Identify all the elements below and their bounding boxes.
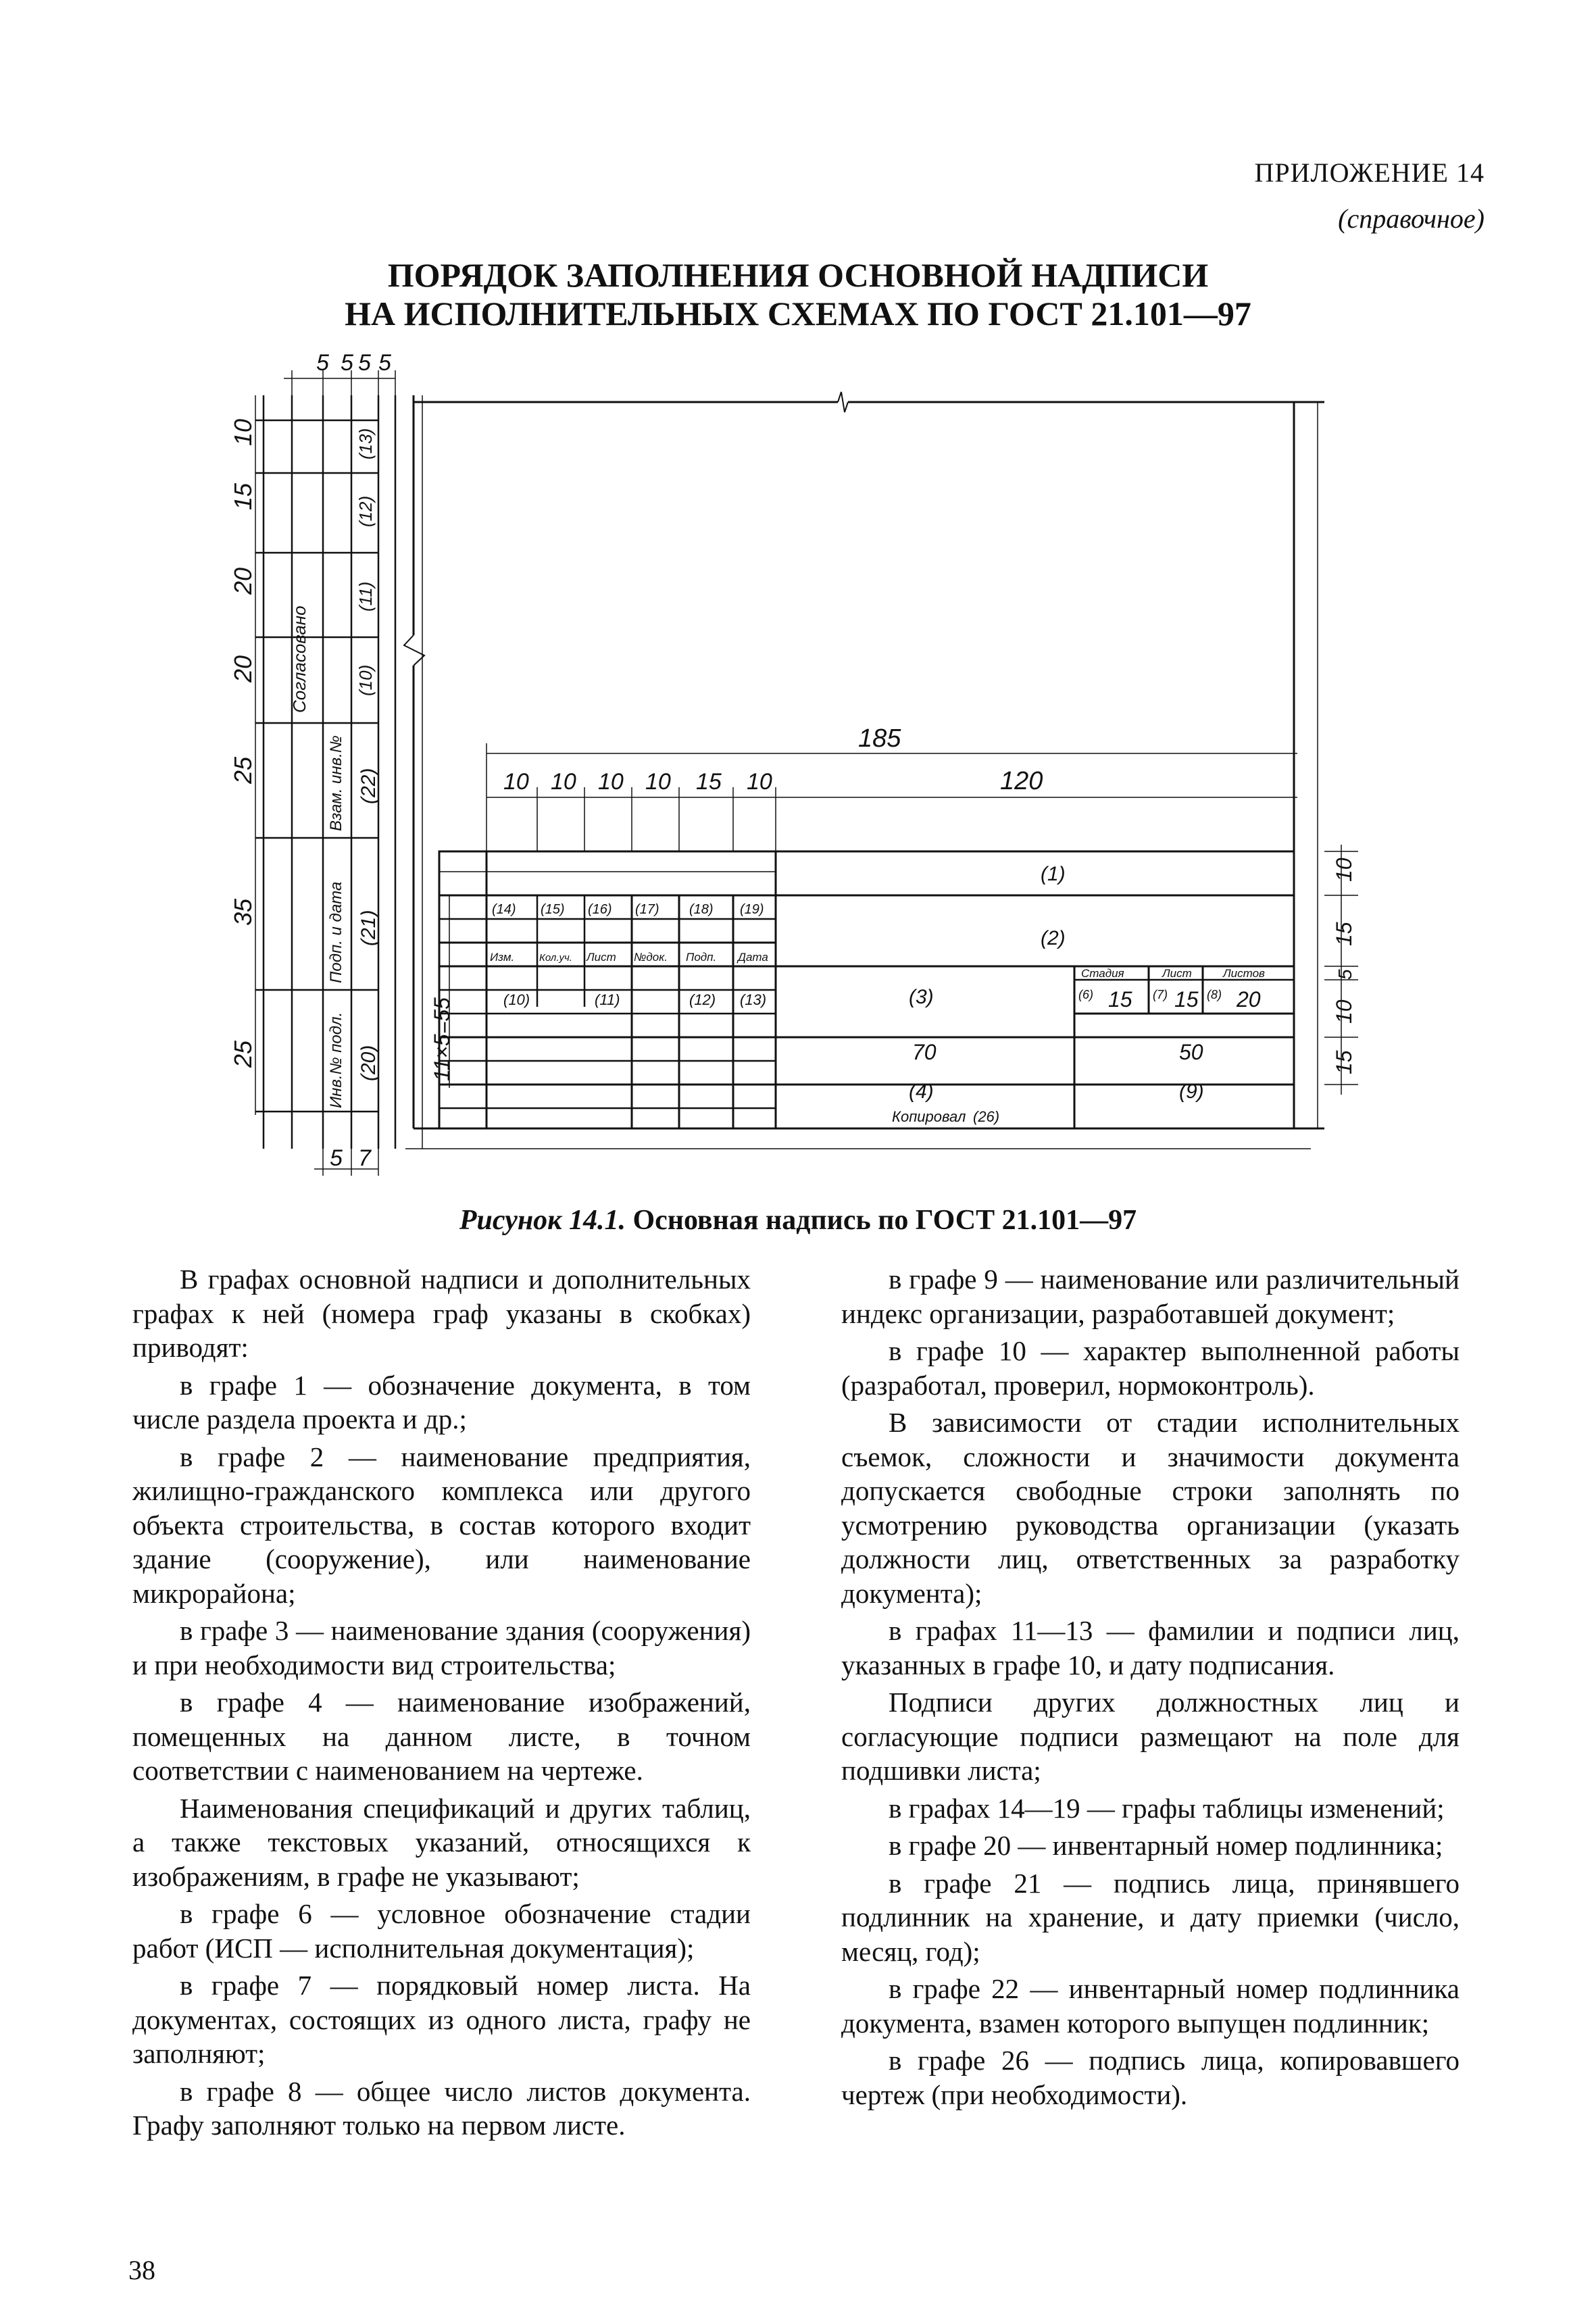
graph-9-label: (9) <box>1179 1080 1204 1103</box>
sheet-dim: 15 <box>1174 987 1199 1012</box>
graph-13-label: (13) <box>355 428 376 459</box>
right-dim-4: 10 <box>1332 999 1356 1024</box>
page-number: 38 <box>128 2255 155 2285</box>
paragraph: в графе 2 — наименование предприятия, жилищно-гражданского комплекса или другого объекта строительства, в состав которого входит здание (сооружение), или наименование микрорайона; <box>132 1441 751 1609</box>
change-col-18: (18) <box>689 902 714 917</box>
figure-caption-text: Основная надпись по ГОСТ 21.101—97 <box>625 1205 1137 1236</box>
graph-10-label: (10) <box>355 664 376 696</box>
header-cell-data: Дата <box>738 951 768 964</box>
left-dim-4: 20 <box>229 655 257 682</box>
right-dim-5: 15 <box>1332 1050 1356 1074</box>
stage-header: Стадия <box>1081 967 1124 980</box>
left-dim-1: 10 <box>229 418 257 446</box>
header-cell-list: Лист <box>587 951 616 964</box>
stage-dim: 15 <box>1108 987 1132 1012</box>
graph-3-label: (3) <box>909 986 934 1008</box>
text-column-left <box>132 1262 751 2146</box>
graph-4-label: (4) <box>909 1080 934 1103</box>
col-dim-3: 10 <box>598 769 624 795</box>
paragraph: в графе 10 — характер выполненной работы (разработал, проверил, нормоконтроль). <box>841 1335 1460 1401</box>
change-col-16: (16) <box>588 902 612 917</box>
graph-22-label: (22) <box>357 768 380 804</box>
col-dim-5: 15 <box>696 769 722 795</box>
paragraph: в графе 7 — порядковый номер листа. На документах, состоящих из одного листа, графу не заполняют; <box>132 1970 751 2069</box>
top-dim-3: 5 <box>358 350 371 376</box>
sign-col-13: (13) <box>740 991 767 1008</box>
page-title-line-2: НА ИСПОЛНИТЕЛЬНЫХ СХЕМАХ ПО ГОСТ 21.101—97 <box>345 295 1251 332</box>
paragraph: в графах 14—19 — графы таблицы изменений; <box>889 1792 1445 1824</box>
copy-label: Копировал <box>892 1108 966 1125</box>
top-dim-2: 5 <box>341 350 353 376</box>
appendix-label: ПРИЛОЖЕНИЕ 14 <box>1254 157 1485 188</box>
graph-7-label: (7) <box>1153 988 1168 1001</box>
paragraph: Наименования спецификаций и других таблиц, а также текстовых указаний, относящихся к изображениям, в графе не указывают; <box>132 1792 751 1892</box>
appendix-subtitle: (справочное) <box>1338 203 1485 234</box>
paragraph: в графе 9 — наименование или различительный индекс организации, разработавшей документ; <box>841 1264 1460 1329</box>
paragraph: в графе 20 — инвентарный номер подлинника; <box>889 1830 1443 1861</box>
paragraph: в графе 8 — общее число листов документа. Графу заполняют только на первом листе. <box>132 2075 751 2141</box>
paragraph: в графах 11—13 — фамилии и подписи лиц, указанных в графе 10, и дату подписания. <box>841 1615 1460 1681</box>
left-dim-6: 35 <box>229 898 257 926</box>
title-block-drawing <box>229 341 1378 1193</box>
sheet-header: Лист <box>1162 967 1192 980</box>
graph-2-label: (2) <box>1041 927 1066 949</box>
title-block <box>439 743 1358 1128</box>
col-dim-2: 10 <box>551 769 576 795</box>
graph-26-label: (26) <box>973 1108 1000 1125</box>
change-col-14: (14) <box>492 902 516 917</box>
graph-21-label: (21) <box>357 910 380 946</box>
col-dim-7: 120 <box>1000 767 1043 795</box>
right-dim-3: 5 <box>1335 969 1355 980</box>
paragraph: в графе 4 — наименование изображений, помещенных на данном листе, в точном соответствии с наименованием на чертеже. <box>132 1687 751 1786</box>
left-dim-3: 20 <box>229 567 257 595</box>
paragraph: В графах основной надписи и дополнительных графах к ней (номера граф указаны в скобках) приводят: <box>132 1264 751 1363</box>
graph-8-label: (8) <box>1207 988 1222 1001</box>
paragraph: в графе 26 — подпись лица, копировавшего чертеж (при необходимости). <box>841 2045 1460 2110</box>
paragraph: В зависимости от стадии исполнительных съемок, сложности и значимости документа допускается свободные строки заполнять по усмотрению руководства организации (указать должности лиц, ответственных за разработку документа); <box>841 1407 1460 1609</box>
left-dim-2: 15 <box>229 482 257 510</box>
block-total-dim: 185 <box>858 724 901 753</box>
col-dim-1: 10 <box>503 769 529 795</box>
page-title-line-1: ПОРЯДОК ЗАПОЛНЕНИЯ ОСНОВНОЙ НАДПИСИ <box>387 256 1209 294</box>
paragraph: в графе 3 — наименование здания (сооружения) и при необходимости вид строительства; <box>132 1615 751 1681</box>
header-cell-koluch: Кол.уч. <box>539 952 572 964</box>
paragraph: Подписи других должностных лиц и согласующие подписи размещают на поле для подшивки листа; <box>841 1687 1460 1786</box>
graph-11-label: (11) <box>355 581 376 612</box>
paragraph: в графе 6 — условное обозначение стадии работ (ИСП — исполнительная документация); <box>132 1898 751 1964</box>
field-replace-inv-label: Взам. инв.№ <box>327 735 345 831</box>
sheet-frame <box>404 392 1324 1149</box>
change-col-19: (19) <box>740 902 764 917</box>
sign-col-12: (12) <box>689 991 716 1008</box>
field-sign-date-label: Подп. и дата <box>327 881 345 983</box>
graph-1-label: (1) <box>1041 863 1066 885</box>
paragraph: в графе 21 — подпись лица, принявшего подлинник на хранение, и дату приемки (число, месяц, год); <box>841 1867 1460 1967</box>
sheets-dim: 20 <box>1237 987 1261 1012</box>
col-dim-6: 10 <box>747 769 772 795</box>
figure-caption-prefix: Рисунок 14.1. <box>459 1205 626 1236</box>
paragraph: в графе 1 — обозначение документа, в том числе раздела проекта и др.; <box>132 1369 751 1435</box>
header-cell-podp: Подп. <box>686 951 717 964</box>
field-agreed-label: Согласовано <box>289 605 309 713</box>
right-dim-2: 15 <box>1332 922 1356 946</box>
header-cell-izm: Изм. <box>490 951 515 964</box>
paragraph: в графе 22 — инвентарный номер подлинника документа, взамен которого выпущен подлинник; <box>841 1973 1460 2039</box>
right-dim-1: 10 <box>1332 857 1356 882</box>
height-dim: 11×5=55 <box>430 997 454 1081</box>
graph-6-label: (6) <box>1078 988 1093 1001</box>
bottom-dim-1: 5 <box>330 1145 343 1171</box>
dim-50: 50 <box>1179 1040 1203 1064</box>
col-dim-4: 10 <box>645 769 671 795</box>
top-dim-4: 5 <box>378 350 391 376</box>
left-dim-5: 25 <box>229 756 257 784</box>
change-col-17: (17) <box>635 902 659 917</box>
graph-12-label: (12) <box>355 495 376 527</box>
left-dim-7: 25 <box>229 1040 257 1068</box>
sheets-header: Листов <box>1223 967 1265 980</box>
graph-20-label: (20) <box>357 1045 380 1081</box>
field-inv-original-label: Инв.№ подл. <box>327 1012 345 1108</box>
change-col-15: (15) <box>541 902 565 917</box>
header-cell-dok: №док. <box>634 951 668 964</box>
figure-caption <box>0 1204 1596 1237</box>
text-column-right <box>841 1262 1460 2115</box>
dim-70: 70 <box>912 1040 937 1064</box>
bottom-dim-2: 7 <box>358 1145 371 1171</box>
top-dim-1: 5 <box>316 350 329 376</box>
sign-col-11: (11) <box>595 991 620 1008</box>
sign-col-10: (10) <box>503 991 530 1008</box>
